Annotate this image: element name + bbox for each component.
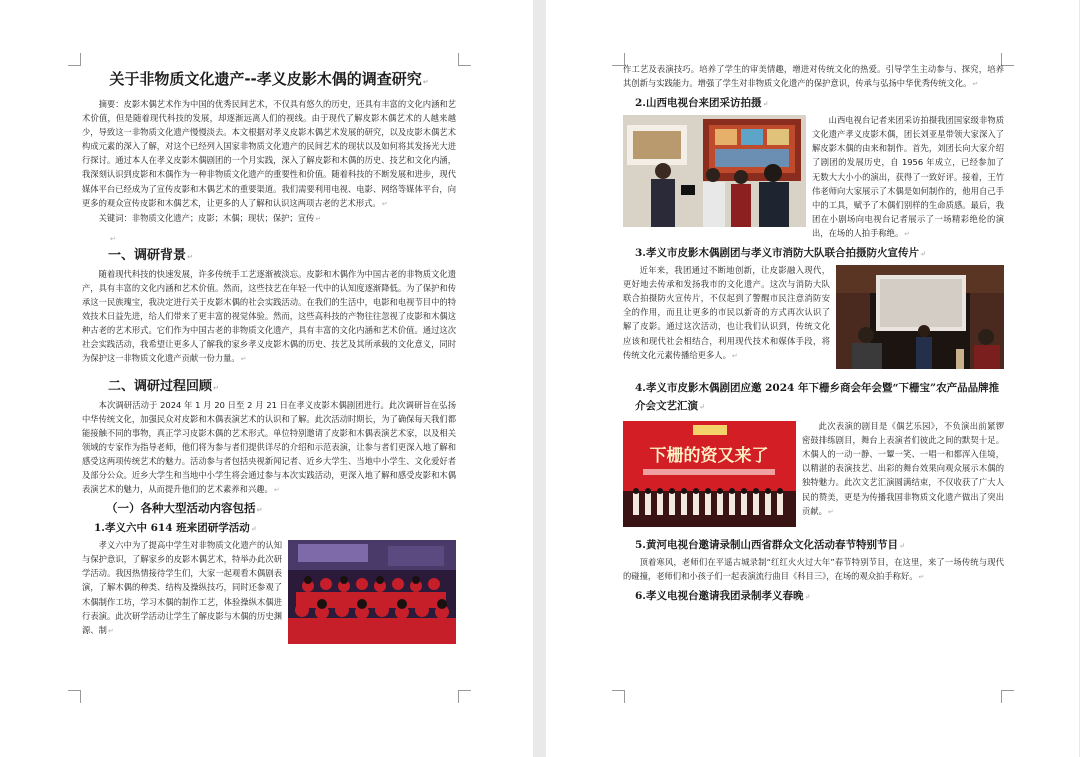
section-heading-process: 二、调研过程回顾 bbox=[108, 378, 213, 394]
section-text-process: 本次调研活动于 2024 年 1 月 20 日至 2 月 21 日在孝义皮影木偶剧团进行。此次调研旨在弘扬中华传统文化，加强民众对皮影和木偶表演艺术的认识和了解。此次活动时期长，为了确保每天我们都能接触不同的事物，真正学习皮影木偶的艺术形式。单位特别邀请了皮影和木偶表演艺术家，以及相关领域的专家作为指导老师，他们将为参与者们提供详尽的介绍和示范表演，让参与者们更深入地了解和感受这两项传统艺术的魅力。活动参与者包括央视新闻记者、近乡大学生、当地中小学生、文化爱好者及部分公众。近乡大学生和当地中小学生将会通过参与本次实践活动，更深入地了解和感受皮影和木偶表演艺术的魅力，从而提升他们的艺术素养和兴趣。 bbox=[82, 399, 456, 495]
continued-text: 作工艺及表演技巧。培养了学生的审美情趣，增进对传统文化的热爱。引导学生主动参与、探究，培养其创新与实践能力。增强了学生对非物质文化遗产的保护意识，传承与弘扬中华优秀传统文化。 bbox=[623, 64, 1004, 89]
crop-mark bbox=[68, 690, 81, 703]
crop-mark bbox=[612, 690, 625, 703]
document-page-1 bbox=[0, 0, 533, 757]
keywords: 关键词：非物质文化遗产；皮影；木偶；现状；保护；宣传 bbox=[98, 212, 315, 223]
stage-event-photo bbox=[623, 421, 796, 531]
item-heading-4: 4.孝义市皮影木偶剧团应邀 2024 年下栅乡商会年会暨“下栅宝”农产品品牌推介会文艺汇演 bbox=[635, 382, 1000, 413]
item-text-2: 山西电视台记者来团采访拍摄我团国家级非物质文化遗产孝义皮影木偶，团长刘亚星带领大家深入了解皮影木偶的由来和制作。首先，刘团长向大家介绍了剧团的发展历史，自 1956 年成立，已经参加了无数大大小小的演出，获得了一致好评。接着，王竹伟老师向大家展示了木偶是如何制作的，他用自己手中的工具，赋予了木偶们别样的生命质感。最后，我团在小剧场向电视台记者展示了一场精彩绝伦的演出，在场的人拍手称绝。 bbox=[812, 115, 1004, 238]
item-heading-6: 6.孝义电视台邀请我团录制孝义春晚 bbox=[635, 590, 804, 603]
section-text-background: 随着现代科技的快速发展，许多传统手工艺逐渐被淡忘。皮影和木偶作为中国古老的非物质文化遗产，具有丰富的文化内涵和艺术价值。然而，这些技艺在年轻一代中的认知度逐渐降低。为了保护和传承这一民族瑰宝，我决定进行关于皮影木偶的社会实践活动。在我们的生活中，电影和电视节目中的特效技术日益先进，给人们带来了更丰富的视觉体验。然而，这些高科技的产物往往忽视了皮影和木偶这种古老的艺术形式。它们作为中国古老的非物质文化遗产，具有丰富的文化内涵和艺术价值。通过这次社会实践活动，我希望让更多人了解我的家乡孝义皮影木偶的历史、技艺及其所承载的文化意义，同时为保护这一非物质文化遗产贡献一份力量。 bbox=[82, 268, 456, 364]
page-2-content[interactable]: 作工艺及表演技巧。培养了学生的审美情趣，增进对传统文化的热爱。引导学生主动参与、探究，培养其创新与实践能力。增强了学生对非物质文化遗产的保护意识，传承与弘扬中华优秀传统文化。↵ 2.山西电视台来团采访拍摄↵ 山西电视台记者来团采访拍摄我团国家级非物质文化遗产孝义皮影木偶，团长刘亚星带领大家深入了解皮影木偶的由来和制作。首先，刘团长向大家介绍了剧团的发展历史，自 1956 年成立，已经参加了无数大大小小的演出，获得了一致好评。接着，王竹伟老师向大家展示了木偶是如何制作的，他用自己手中的工具，赋予了木偶们别样的生命质感。最后，我团在小剧场向电视台记者展示了一场精彩绝伦的演出，在场的人拍手称绝。↵ 3.孝义市皮影木偶剧团与孝义市消防大队联合拍摄防火宣传片↵ 近年来，我团通过不断地创新，让皮影融入现代，更好地去传承和发扬我市的文化遗产。这次与消防大队联合拍摄防火宣传片，不仅起到了警醒市民注意消防安全的作用，而且让更多的市民以新奇的方式再次认识了解了皮影。通过这次活动，也让我们认识到，传统文化应该和现代社会相结合，利用现代技术和媒体手段，将传统文化元素传播给更多人。↵ 4.孝义市皮影木偶剧团应邀 2024 年下栅乡商会年会暨“下栅宝”农产品品牌推介会文艺汇演↵ 下栅的资又来了 此次表演的剧目是《偶艺乐园》，不负演出前紧锣密鼓排练剧目，舞台上表演者们彼此之间的默契十足。木偶人的一动一静、一颦一笑、一唱一和都浑入佳境，以精湛的表演技艺、出彩的舞台效果向观众展示木偶的独特魅力。此次文艺汇演圆满结束，不仅收获了广大人民的赞美，更是为传播我国非物质文化遗产做出了突出贡献。↵ 5.黄河电视台邀请录制山西省群众文化活动春节特别节目↵ 顶着寒风，老师们在平遥古城录制“红红火火过大年”春节特别节目，在这里，来了一场传统与现代的碰撞，老师们和小孩子们一起表演流行曲目《科目三》，在场的观众拍手称好。↵ 6.孝义电视台邀请我团录制孝义春晚↵ bbox=[623, 64, 1004, 603]
item-text-5: 顶着寒风，老师们在平遥古城录制“红红火火过大年”春节特别节目，在这里，来了一场传统与现代的碰撞，老师们和小孩子们一起表演流行曲目《科目三》，在场的观众拍手称好。 bbox=[623, 557, 1004, 582]
item-heading-5: 5.黄河电视台邀请录制山西省群众文化活动春节特别节目 bbox=[635, 539, 898, 552]
crop-mark bbox=[458, 53, 471, 66]
item-heading-3: 3.孝义市皮影木偶剧团与孝义市消防大队联合拍摄防火宣传片 bbox=[635, 247, 919, 260]
crop-mark bbox=[458, 690, 471, 703]
stage-banner-text: 下栅的资又来了 bbox=[649, 446, 769, 467]
page-1-content[interactable]: 关于非物质文化遗产--孝义皮影木偶的调查研究↵ 摘要：皮影木偶艺术作为中国的优秀民间艺术，不仅具有悠久的历史，还具有丰富的文化内涵和艺术价值，但是随着现代科技的发展，却逐渐远离人们的视线。由于现代了解皮影木偶艺术的人越来越少，导致这一非物质文化遗产慢慢淡去。本文根据对孝义皮影木偶艺术发展的研究，以及皮影木偶艺术构成元素的深入了解，对这个已经列入国家非物质文化遗产的民间艺术的现状以及如何将其发扬光大进行探讨。通过本人在孝义皮影木偶剧团的一个月实践，深入了解皮影和木偶的历史、技艺和文化内涵，我深刻认识到皮影和木偶作为一种非物质文化遗产的重要性和价值。随着科技的不断发展和进步，现代媒体平台已经成为了宣传皮影和木偶艺术的重要渠道。我们需要利用电视、电影、网络等媒体平台，向更多的观众宣传皮影和木偶艺术，让更多的人了解和认识这两项古老的艺术形式。↵ 关键词：非物质文化遗产；皮影；木偶；现状；保护；宣传↵ ↵ 一、调研背景↵ 随着现代科技的快速发展，许多传统手工艺逐渐被淡忘。皮影和木偶作为中国古老的非物质文化遗产，具有丰富的文化内涵和艺术价值。然而，这些技艺在年轻一代中的认知度逐渐降低。为了保护和传承这一民族瑰宝，我决定进行关于皮影木偶的社会实践活动。在我们的生活中，电影和电视节目中的特效技术日益先进，给人们带来了更丰富的视觉体验。然而，这些高科技的产物往往忽视了皮影和木偶这种古老的艺术形式。它们作为中国古老的非物质文化遗产，具有丰富的文化内涵和艺术价值。通过这次社会实践活动，我希望让更多人了解我的家乡孝义皮影木偶的历史、技艺及其所承载的文化意义，同时为保护这一非物质文化遗产贡献一份力量。↵ 二、调研过程回顾↵ 本次调研活动于 2024 年 1 月 20 日至 2 月 21 日在孝义皮影木偶剧团进行。此次调研旨在弘扬中华传统文化，加强民众对皮影和木偶表演艺术的认识和了解。此次活动时期长，为了确保每天我们都能接触不同的事物，真正学习皮影木偶的艺术形式。单位特别邀请了皮影和木偶表演艺术家，以及相关领域的专家作为指导老师，他们将为参与者们提供详尽的介绍和示范表演，让参与者们更深入地了解和感受这两项传统艺术的魅力。活动参与者包括央视新闻记者、近乡大学生、当地中小学生、文化爱好者及部分公众。近乡大学生和当地中小学生将会通过参与本次实践活动，更深入地了解和感受皮影和木偶表演艺术的魅力，从而提升他们的艺术素养和兴趣。↵ （一）各种大型活动内容包括↵ 1.孝义六中 614 班来团研学活动↵ 孝义六中为了提高中学生对非物质文化遗产的认知与保护意识，了解家乡的皮影木偶艺术，特举办此次研学活动。我因热情接待学生们，大家一起观看木偶剧表演，了解木偶的种类、结构及操纵技巧，同时还参观了木偶制作工坊，学习木偶的制作工艺，体验操纵木偶进行表演。此次研学活动让学生了解皮影与木偶的历史渊源、制↵ bbox=[82, 62, 456, 650]
item-heading-2: 2.山西电视台来团采访拍摄 bbox=[635, 97, 762, 110]
document-title: 关于非物质文化遗产--孝义皮影木偶的调查研究 bbox=[109, 70, 422, 88]
empty-paragraph: ↵ bbox=[110, 234, 116, 243]
item-text-4: 此次表演的剧目是《偶艺乐园》，不负演出前紧锣密鼓排练剧目，舞台上表演者们彼此之间的默契十足。木偶人的一动一静、一颦一笑、一唱一和都浑入佳境，以精湛的表演技艺、出彩的舞台效果向观众展示木偶的独特魅力。此次文艺汇演圆满结束，不仅收获了广大人民的赞美，更是为传播我国非物质文化遗产做出了突出贡献。 bbox=[802, 421, 1004, 516]
tv-interview-photo bbox=[623, 115, 806, 231]
subsection-heading: （一）各种大型活动内容包括 bbox=[106, 501, 256, 516]
item-text-1: 孝义六中为了提高中学生对非物质文化遗产的认知与保护意识，了解家乡的皮影木偶艺术，特举办此次研学活动。我因热情接待学生们，大家一起观看木偶剧表演，了解木偶的种类、结构及操纵技巧，同时还参观了木偶制作工坊，学习木偶的制作工艺，体验操纵木偶进行表演。此次研学活动让学生了解皮影与木偶的历史渊源、制 bbox=[82, 540, 282, 635]
item-heading-1: 1.孝义六中 614 班来团研学活动 bbox=[94, 522, 250, 535]
fire-film-photo bbox=[836, 265, 1004, 373]
crop-mark bbox=[68, 53, 81, 66]
classroom-photo bbox=[288, 540, 456, 648]
section-heading-background: 一、调研背景 bbox=[108, 247, 187, 263]
item-text-3: 近年来，我团通过不断地创新，让皮影融入现代，更好地去传承和发扬我市的文化遗产。这次与消防大队联合拍摄防火宣传片，不仅起到了警醒市民注意消防安全的作用，而且让更多的市民以新奇的方式再次认识了解了皮影。通过这次活动，也让我们认识到，传统文化应该和现代社会相结合，利用现代技术和媒体手段，将传统文化元素传播给更多人。 bbox=[623, 265, 830, 360]
crop-mark bbox=[1001, 690, 1014, 703]
abstract: 摘要：皮影木偶艺术作为中国的优秀民间艺术，不仅具有悠久的历史，还具有丰富的文化内涵和艺术价值，但是随着现代科技的发展，却逐渐远离人们的视线。由于现代了解皮影木偶艺术的人越来越少，导致这一非物质文化遗产慢慢淡去。本文根据对孝义皮影木偶艺术发展的研究，以及皮影木偶艺术构成元素的深入了解，对这个已经列入国家非物质文化遗产的民间艺术的现状以及如何将其发扬光大进行探讨。通过本人在孝义皮影木偶剧团的一个月实践，深入了解皮影和木偶的历史、技艺和文化内涵，我深刻认识到皮影和木偶作为一种非物质文化遗产的重要性和价值。随着科技的不断发展和进步，现代媒体平台已经成为了宣传皮影和木偶艺术的重要渠道。我们需要利用电视、电影、网络等媒体平台，向更多的观众宣传皮影和木偶艺术，让更多的人了解和认识这两项古老的艺术形式。 bbox=[82, 99, 456, 208]
document-page-2 bbox=[546, 0, 1079, 757]
